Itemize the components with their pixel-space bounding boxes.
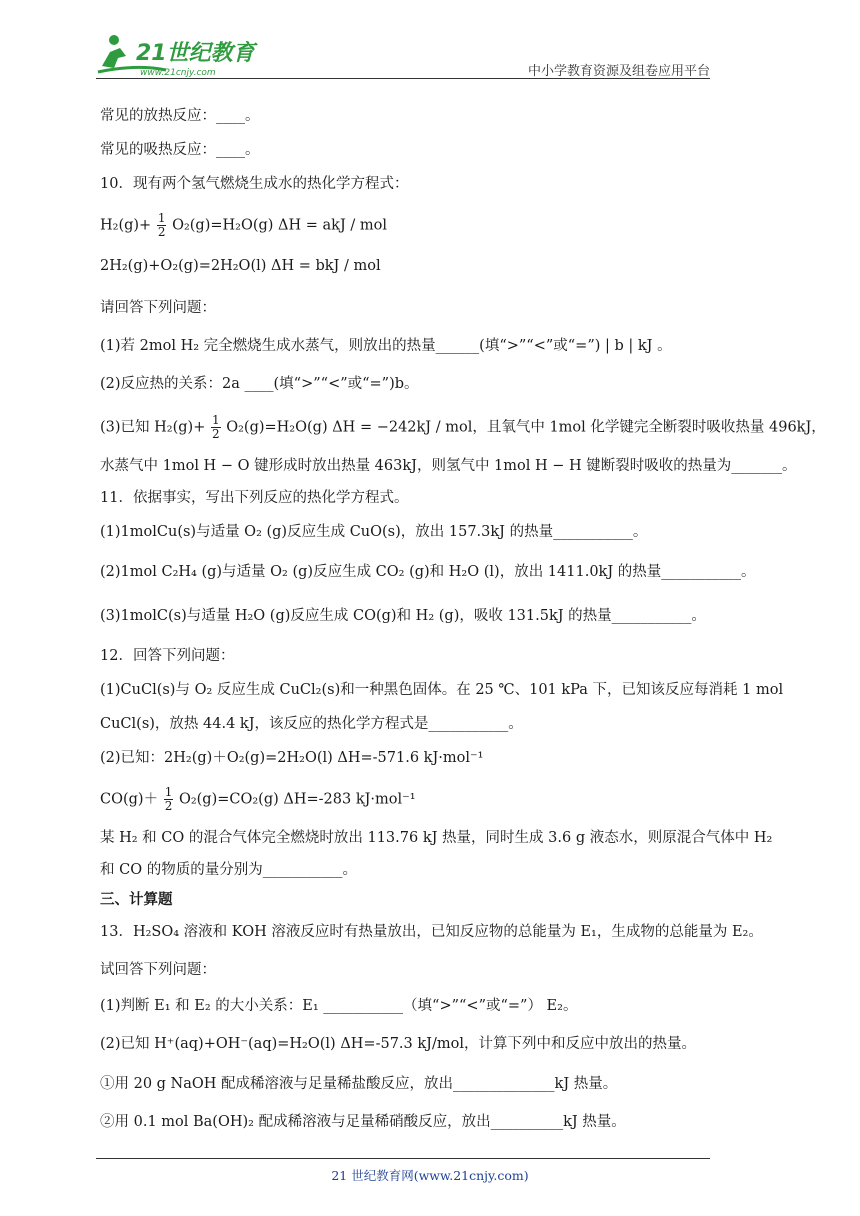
text-line: 请回答下列问题： [100,300,216,316]
sub-question: (2)反应热的关系：2a ____(填“>”“<”或“=”)b。 [100,376,419,392]
sub-question: (1)判断 E₁ 和 E₂ 的大小关系：E₁ ___________（填“>”“<”或“=”） E₂。 [100,998,578,1014]
equation-line [100,212,387,239]
fraction [157,212,167,239]
text-line: 水蒸气中 1mol H − O 键形成时放出热量 463kJ，则氢气中 1mol H − H 键断裂时吸收的热量为_______。 [100,458,797,474]
svg-text:www.21cnjy.com: www.21cnjy.com [140,68,216,78]
equation-part: O₂(g)=CO₂(g) ΔH=-283 kJ·mol⁻¹ [178,791,416,808]
site-logo [96,30,266,80]
equation-part: H₂(g)+ [100,217,152,234]
equation-part: O₂(g)=H₂O(g) ΔH = −242kJ / mol，且氧气中 1mol 化学键完全断裂时吸收热量 496kJ， [226,419,826,436]
text-line: 常见的吸热反应：____。 [100,142,260,158]
sub-question: (3)1molC(s)与适量 H₂O (g)反应生成 CO(g)和 H₂ (g)，吸收 131.5kJ 的热量___________。 [100,608,706,624]
platform-title: 中小学教育资源及组卷应用平台 [527,64,710,79]
fraction-den: 2 [164,799,173,813]
text-line: 和 CO 的物质的量分别为___________。 [100,862,357,878]
fraction [211,414,221,441]
fraction-num: 1 [211,413,220,427]
sub-question: (1)1molCu(s)与适量 O₂ (g)反应生成 CuO(s)，放出 157.3kJ 的热量___________。 [100,524,648,540]
question-13: 13．H₂SO₄ 溶液和 KOH 溶液反应时有热量放出，已知反应物的总能量为 E₁，生成物的总能量为 E₂。 [100,924,763,940]
question-10: 10．现有两个氢气燃烧生成水的热化学方程式： [100,176,409,192]
equation-part: O₂(g)=H₂O(g) ΔH = akJ / mol [172,217,388,234]
sub-question: (1)若 2mol H₂ 完全燃烧生成水蒸气，则放出的热量______(填“>”“<”或“=”) | b | kJ 。 [100,338,672,354]
question-11: 11．依据事实，写出下列反应的热化学方程式。 [100,490,409,506]
question-12: 12．回答下列问题： [100,648,235,664]
sub-question: (2)1mol C₂H₄ (g)与适量 O₂ (g)反应生成 CO₂ (g)和 H₂O (l)，放出 1411.0kJ 的热量___________。 [100,564,756,580]
text-line: 某 H₂ 和 CO 的混合气体完全燃烧时放出 113.76 kJ 热量，同时生成 3.6 g 液态水，则原混合气体中 H₂ [100,830,773,846]
page-header [96,30,710,82]
sub-question: ①用 20 g NaOH 配成稀溶液与足量稀盐酸反应，放出______________kJ 热量。 [100,1076,618,1092]
fraction-den: 2 [211,427,220,441]
text-line: CuCl(s)，放热 44.4 kJ，该反应的热化学方程式是___________。 [100,716,523,732]
section-heading: 三、计算题 [100,891,173,908]
page-footer: 21 世纪教育网(www.21cnjy.com) [331,1168,529,1183]
equation-part: (3)已知 H₂(g)+ [100,419,206,436]
fraction-den: 2 [157,225,166,239]
sub-question: ②用 0.1 mol Ba(OH)₂ 配成稀溶液与足量稀硝酸反应，放出__________kJ 热量。 [100,1114,626,1130]
text-line: 试回答下列问题： [100,962,216,978]
sub-question: (2)已知：2H₂(g)＋O₂(g)=2H₂O(l) ΔH=-571.6 kJ·mol⁻¹ [100,750,484,766]
footer-divider [96,1158,710,1159]
fraction-num: 1 [157,211,166,225]
header-divider [96,78,710,79]
fraction [164,786,174,813]
equation-part: CO(g)＋ [100,791,159,808]
equation-line [100,786,416,813]
equation-line: 2H₂(g)+O₂(g)=2H₂O(l) ΔH = bkJ / mol [100,258,381,274]
text-line: 常见的放热反应：____。 [100,108,260,124]
sub-question [100,414,826,441]
fraction-num: 1 [164,785,173,799]
sub-question: (2)已知 H⁺(aq)+OH⁻(aq)=H₂O(l) ΔH=-57.3 kJ/mol，计算下列中和反应中放出的热量。 [100,1036,696,1052]
sub-question: (1)CuCl(s)与 O₂ 反应生成 CuCl₂(s)和一种黑色固体。在 25 ℃、101 kPa 下，已知该反应每消耗 1 mol [100,682,784,698]
svg-text:21世纪教育: 21世纪教育 [136,41,255,66]
